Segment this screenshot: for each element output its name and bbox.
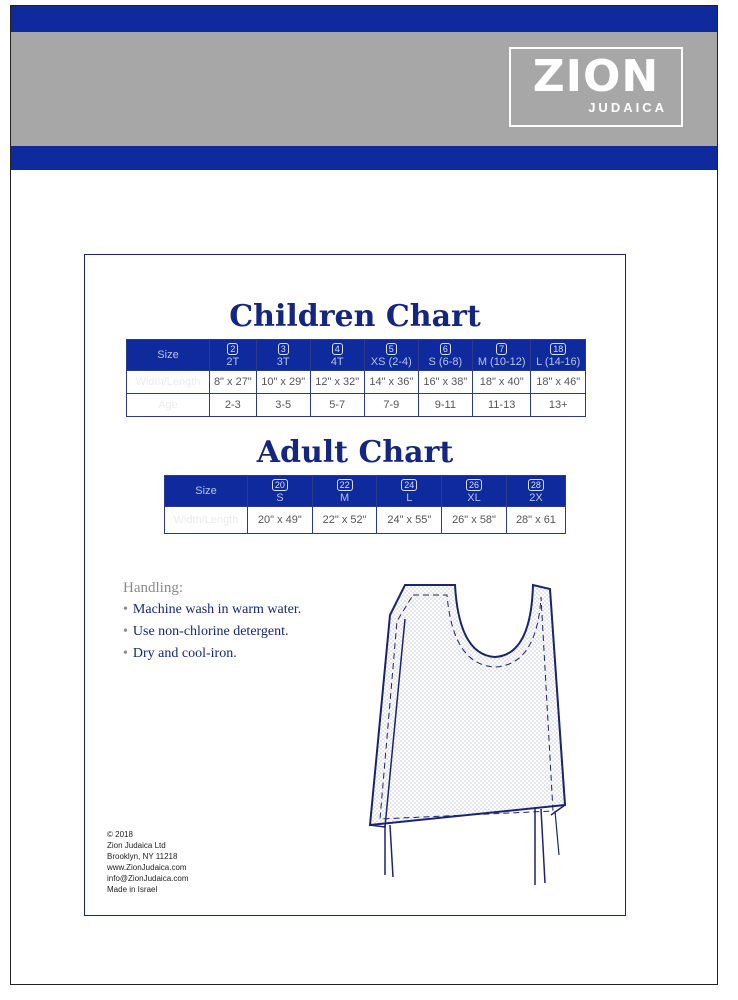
size-number: 3 bbox=[278, 343, 289, 355]
age-cell: 9-11 bbox=[418, 394, 472, 417]
size-number: 4 bbox=[332, 343, 343, 355]
age-cell: 5-7 bbox=[310, 394, 364, 417]
handling-list bbox=[123, 599, 301, 665]
dims-cell: 20" x 49" bbox=[248, 507, 313, 534]
size-number: 24 bbox=[401, 479, 417, 491]
adult-size-cell bbox=[248, 476, 313, 507]
children-size-cell bbox=[531, 340, 586, 371]
dims-cell: 18" x 40" bbox=[472, 371, 531, 394]
adult-size-label: Size bbox=[165, 476, 248, 507]
size-name: 2X bbox=[529, 491, 543, 504]
list-item: • Machine wash in warm water. bbox=[123, 599, 301, 621]
dims-cell: 16" x 38" bbox=[418, 371, 472, 394]
footer-line: info@ZionJudaica.com bbox=[107, 874, 189, 883]
age-cell: 13+ bbox=[531, 394, 586, 417]
footer-line: Made in Israel bbox=[107, 885, 158, 894]
size-number: 22 bbox=[337, 479, 353, 491]
size-name: 2T bbox=[226, 355, 240, 368]
handling-section bbox=[123, 580, 301, 665]
size-number: 28 bbox=[528, 479, 544, 491]
size-name: 3T bbox=[276, 355, 290, 368]
children-size-cell bbox=[364, 340, 418, 371]
children-dims-row bbox=[127, 371, 586, 394]
size-number: 5 bbox=[386, 343, 397, 355]
size-name: XS (2-4) bbox=[370, 355, 412, 368]
size-name: S (6-8) bbox=[428, 355, 463, 368]
size-chart-card bbox=[84, 254, 626, 916]
size-name: 4T bbox=[330, 355, 344, 368]
children-size-table bbox=[126, 339, 586, 417]
size-number: 7 bbox=[496, 343, 507, 355]
dims-cell: 28" x 61 bbox=[506, 507, 565, 534]
size-name: L bbox=[406, 491, 413, 504]
adult-dims-label: Width/Length bbox=[165, 507, 248, 534]
dims-cell: 12" x 32" bbox=[310, 371, 364, 394]
garment-drawing-icon bbox=[355, 575, 595, 895]
garment-illustration bbox=[355, 575, 595, 900]
footer-line: © 2018 bbox=[107, 830, 133, 839]
brand-logo-sub: JUDAICA bbox=[588, 100, 667, 115]
size-name: L (14-16) bbox=[536, 355, 581, 368]
age-cell: 2-3 bbox=[210, 394, 257, 417]
children-size-cell bbox=[472, 340, 531, 371]
children-size-cell bbox=[256, 340, 310, 371]
list-item: • Use non-chlorine detergent. bbox=[123, 621, 301, 643]
children-size-cell bbox=[210, 340, 257, 371]
age-cell: 3-5 bbox=[256, 394, 310, 417]
children-age-row bbox=[127, 394, 586, 417]
size-number: 2 bbox=[227, 343, 238, 355]
adult-size-row bbox=[165, 476, 566, 507]
dims-cell: 18" x 46" bbox=[531, 371, 586, 394]
dims-cell: 14" x 36" bbox=[364, 371, 418, 394]
children-size-cell bbox=[418, 340, 472, 371]
adult-size-cell bbox=[377, 476, 442, 507]
footer-line: Zion Judaica Ltd bbox=[107, 841, 166, 850]
size-name: S bbox=[276, 491, 284, 504]
dims-cell: 24" x 55" bbox=[377, 507, 442, 534]
dims-cell: 26" x 58" bbox=[442, 507, 507, 534]
size-number: 26 bbox=[466, 479, 482, 491]
size-number: 20 bbox=[272, 479, 288, 491]
size-name: XL bbox=[467, 491, 481, 504]
adult-size-cell bbox=[506, 476, 565, 507]
children-age-label: Age bbox=[127, 394, 210, 417]
children-size-cell bbox=[310, 340, 364, 371]
dims-cell: 22" x 52" bbox=[312, 507, 377, 534]
footer-line: Brooklyn, NY 11218 bbox=[107, 852, 178, 861]
size-name: M bbox=[339, 491, 350, 504]
brand-logo-name: ZION bbox=[532, 51, 660, 102]
size-name: M (10-12) bbox=[477, 355, 526, 368]
dims-cell: 10" x 29" bbox=[256, 371, 310, 394]
children-chart-title: Children Chart bbox=[229, 299, 481, 334]
brand-logo bbox=[509, 47, 683, 127]
header-band-bottom bbox=[11, 146, 717, 170]
age-cell: 7-9 bbox=[364, 394, 418, 417]
children-size-row bbox=[127, 340, 586, 371]
children-dims-label: Width/Length bbox=[127, 371, 210, 394]
size-number: 6 bbox=[440, 343, 451, 355]
adult-chart-title: Adult Chart bbox=[256, 435, 454, 470]
adult-size-cell bbox=[312, 476, 377, 507]
dims-cell: 8" x 27" bbox=[210, 371, 257, 394]
header-band-top bbox=[11, 6, 717, 32]
adult-dims-row bbox=[165, 507, 566, 534]
footer-line: www.ZionJudaica.com bbox=[107, 863, 187, 872]
size-number: 18 bbox=[550, 343, 566, 355]
children-size-label: Size bbox=[127, 340, 210, 371]
list-item: • Dry and cool-iron. bbox=[123, 643, 301, 665]
adult-size-cell bbox=[442, 476, 507, 507]
adult-size-table bbox=[164, 475, 566, 534]
age-cell: 11-13 bbox=[472, 394, 531, 417]
handling-title: Handling: bbox=[123, 580, 183, 596]
footer-info bbox=[107, 829, 189, 895]
